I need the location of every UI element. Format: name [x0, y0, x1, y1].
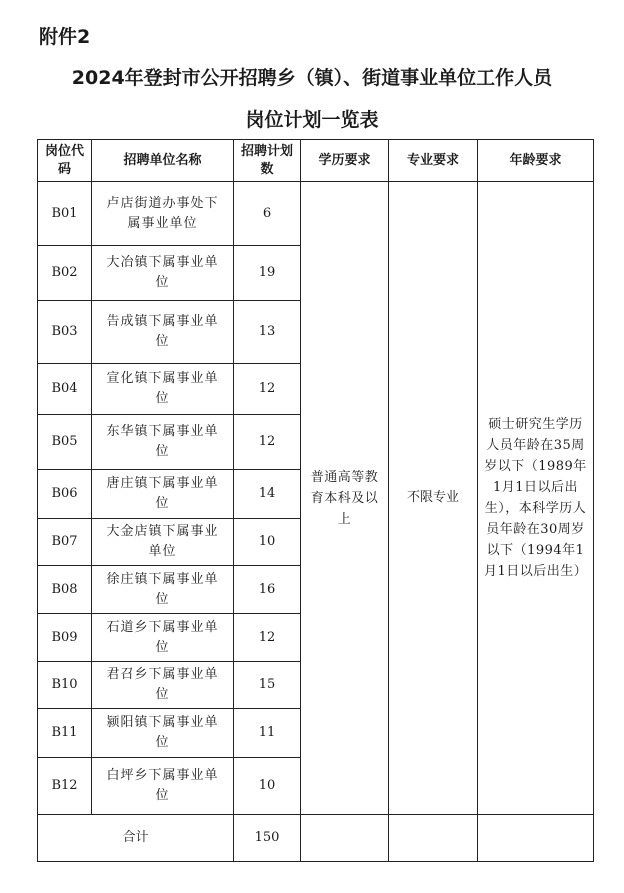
- row-unit: 宣化镇下属事业单位: [92, 364, 234, 415]
- row-count: 11: [234, 709, 301, 758]
- header-education: 学历要求: [301, 140, 389, 182]
- row-unit: 徐庄镇下属事业单位: [92, 566, 234, 614]
- row-unit: 大冶镇下属事业单位: [92, 246, 234, 301]
- header-count: 招聘计划数: [234, 140, 301, 182]
- row-count: 14: [234, 470, 301, 519]
- row-code: B06: [38, 470, 92, 519]
- header-age: 年龄要求: [478, 140, 594, 182]
- row-unit: 白坪乡下属事业单位: [92, 758, 234, 815]
- row-code: B12: [38, 758, 92, 815]
- header-major: 专业要求: [389, 140, 478, 182]
- table-row: [38, 182, 594, 246]
- document-subtitle: 岗位计划一览表: [245, 109, 379, 131]
- row-code: B01: [38, 182, 92, 246]
- row-code: B07: [38, 519, 92, 566]
- document-title: 2024年登封市公开招聘乡（镇）、街道事业单位工作人员: [71, 67, 553, 89]
- total-major-empty: [389, 815, 478, 862]
- row-count: 12: [234, 415, 301, 470]
- row-code: B10: [38, 662, 92, 709]
- age-requirement: 硕士研究生学历人员年龄在35周岁以下（1989年1月1日以后出生），本科学历人员年龄在30周岁以下（1994年1月1日以后出生）: [478, 182, 594, 815]
- row-code: B11: [38, 709, 92, 758]
- row-unit: 石道乡下属事业单位: [92, 614, 234, 662]
- row-code: B08: [38, 566, 92, 614]
- total-count: 150: [234, 815, 301, 862]
- row-code: B04: [38, 364, 92, 415]
- total-age-empty: [478, 815, 594, 862]
- row-code: B02: [38, 246, 92, 301]
- table-header-row: [38, 140, 594, 182]
- row-unit: 东华镇下属事业单位: [92, 415, 234, 470]
- education-requirement: 普通高等教育本科及以上: [301, 182, 389, 815]
- positions-table: [37, 139, 594, 862]
- major-requirement: 不限专业: [389, 182, 478, 815]
- total-label: 合计: [38, 815, 234, 862]
- row-unit: 君召乡下属事业单位: [92, 662, 234, 709]
- total-education-empty: [301, 815, 389, 862]
- row-code: B09: [38, 614, 92, 662]
- row-count: 19: [234, 246, 301, 301]
- row-unit: 卢店街道办事处下属事业单位: [92, 182, 234, 246]
- row-count: 15: [234, 662, 301, 709]
- row-unit: 告成镇下属事业单位: [92, 301, 234, 364]
- row-count: 12: [234, 614, 301, 662]
- row-count: 12: [234, 364, 301, 415]
- header-unit: 招聘单位名称: [92, 140, 234, 182]
- row-count: 10: [234, 758, 301, 815]
- row-count: 6: [234, 182, 301, 246]
- row-code: B05: [38, 415, 92, 470]
- header-code: 岗位代码: [38, 140, 92, 182]
- attachment-label: 附件2: [39, 26, 91, 48]
- row-count: 10: [234, 519, 301, 566]
- row-count: 13: [234, 301, 301, 364]
- row-count: 16: [234, 566, 301, 614]
- total-row: [38, 815, 594, 862]
- row-unit: 唐庄镇下属事业单位: [92, 470, 234, 519]
- row-code: B03: [38, 301, 92, 364]
- row-unit: 大金店镇下属事业单位: [92, 519, 234, 566]
- row-unit: 颍阳镇下属事业单位: [92, 709, 234, 758]
